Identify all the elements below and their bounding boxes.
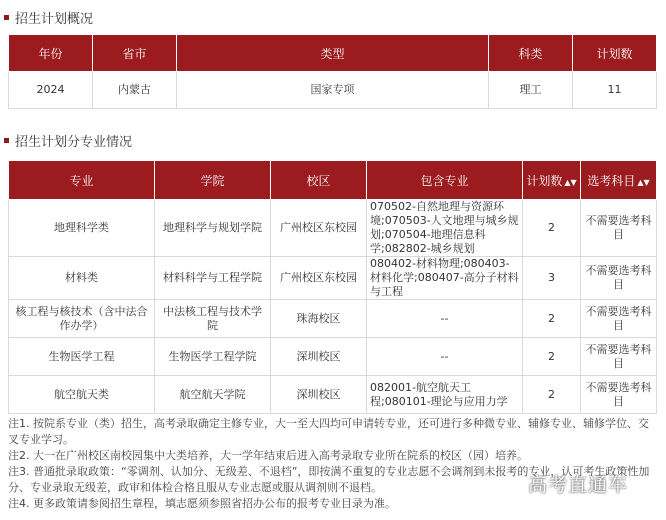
cell-included-majors: -- (367, 300, 523, 338)
table-row (9, 200, 657, 257)
cell-college: 中法核工程与技术学院 (155, 300, 271, 338)
header-type: 类型 (177, 35, 489, 72)
table-header-row (9, 35, 657, 72)
section1-title-text: 招生计划概况 (15, 12, 94, 27)
cell-year: 2024 (9, 72, 93, 109)
header-plan-count: 计划数 (573, 35, 657, 72)
cell-college: 航空航天学院 (155, 376, 271, 414)
cell-included-majors: 080402-材料物理;080403-材料化学;080407-高分子材料与工程 (367, 257, 523, 300)
header-plan-count-text: 计划数 (526, 173, 563, 188)
cell-plan-count: 2 (523, 300, 581, 338)
note-3: 注3. 普通批录取政策：“零调剂、认加分、无级差、不退档”，即按满不重复的专业志愿不会调剂到未报考的专业，认可考生政策性加分、专业录取无级差，政审和体检合格且服从专业志愿或服从调剂则不退档。 (8, 465, 650, 494)
cell-major: 地理科学类 (9, 200, 155, 257)
cell-college: 地理科学与规划学院 (155, 200, 271, 257)
bullet-icon (4, 138, 9, 143)
cell-major: 生物医学工程 (9, 338, 155, 376)
bullet-icon (4, 15, 9, 20)
cell-plan-count: 11 (573, 72, 657, 109)
header-plan-count-sortable[interactable] (523, 161, 581, 200)
major-plan-table (8, 160, 657, 414)
sort-icon[interactable]: ▲▼ (564, 177, 577, 187)
cell-included-majors: 082001-航空航天工程;080101-理论与应用力学 (367, 376, 523, 414)
cell-plan-count: 2 (523, 338, 581, 376)
note-4: 注4. 更多政策请参阅招生章程，填志愿须参照省招办公布的报考专业目录为准。 (8, 497, 396, 510)
header-campus: 校区 (271, 161, 367, 200)
header-subjects-text: 选考科目 (587, 173, 636, 188)
cell-campus: 广州校区东校园 (271, 257, 367, 300)
cell-type: 国家专项 (177, 72, 489, 109)
header-college: 学院 (155, 161, 271, 200)
cell-subjects: 不需要选考科目 (581, 376, 657, 414)
sort-icon[interactable]: ▲▼ (637, 177, 650, 187)
cell-major: 材料类 (9, 257, 155, 300)
header-subjects-sortable[interactable] (581, 161, 657, 200)
table-row (9, 300, 657, 338)
cell-subjects: 不需要选考科目 (581, 300, 657, 338)
notes-block (8, 416, 658, 512)
cell-category: 理工 (489, 72, 573, 109)
cell-plan-count: 2 (523, 200, 581, 257)
plan-overview-table (8, 34, 657, 109)
table-row (9, 257, 657, 300)
section2-title-text: 招生计划分专业情况 (15, 135, 133, 150)
cell-campus: 广州校区东校园 (271, 200, 367, 257)
cell-major: 核工程与核技术（含中法合作办学） (9, 300, 155, 338)
header-category: 科类 (489, 35, 573, 72)
header-province: 省市 (93, 35, 177, 72)
cell-major: 航空航天类 (9, 376, 155, 414)
cell-campus: 深圳校区 (271, 338, 367, 376)
watermark-text: 高考直通车 (528, 474, 629, 496)
header-year: 年份 (9, 35, 93, 72)
cell-campus: 深圳校区 (271, 376, 367, 414)
table-row (9, 338, 657, 376)
table-row (9, 72, 657, 109)
cell-campus: 珠海校区 (271, 300, 367, 338)
table-header-row (9, 161, 657, 200)
table-row (9, 376, 657, 414)
cell-college: 生物医学工程学院 (155, 338, 271, 376)
cell-province: 内蒙古 (93, 72, 177, 109)
cell-plan-count: 3 (523, 257, 581, 300)
note-2: 注2. 大一在广州校区南校园集中大类培养，大一学年结束后进入高考录取专业所在院系的校区（园）培养。 (8, 449, 528, 462)
cell-college: 材料科学与工程学院 (155, 257, 271, 300)
section-title-major-plan (4, 131, 132, 150)
section-title-plan-overview (4, 8, 93, 27)
header-included-majors: 包含专业 (367, 161, 523, 200)
cell-subjects: 不需要选考科目 (581, 338, 657, 376)
note-1: 注1. 按院系专业（类）招生，高考录取确定主修专业，大一至大四均可申请转专业，还可进行多种微专业、辅修专业、辅修学位、交叉专业学习。 (8, 417, 649, 446)
cell-included-majors: -- (367, 338, 523, 376)
cell-plan-count: 2 (523, 376, 581, 414)
cell-subjects: 不需要选考科目 (581, 257, 657, 300)
cell-subjects: 不需要选考科目 (581, 200, 657, 257)
header-major: 专业 (9, 161, 155, 200)
cell-included-majors: 070502-自然地理与资源环境;070503-人文地理与城乡规划;070504-地理信息科学;082802-城乡规划 (367, 200, 523, 257)
